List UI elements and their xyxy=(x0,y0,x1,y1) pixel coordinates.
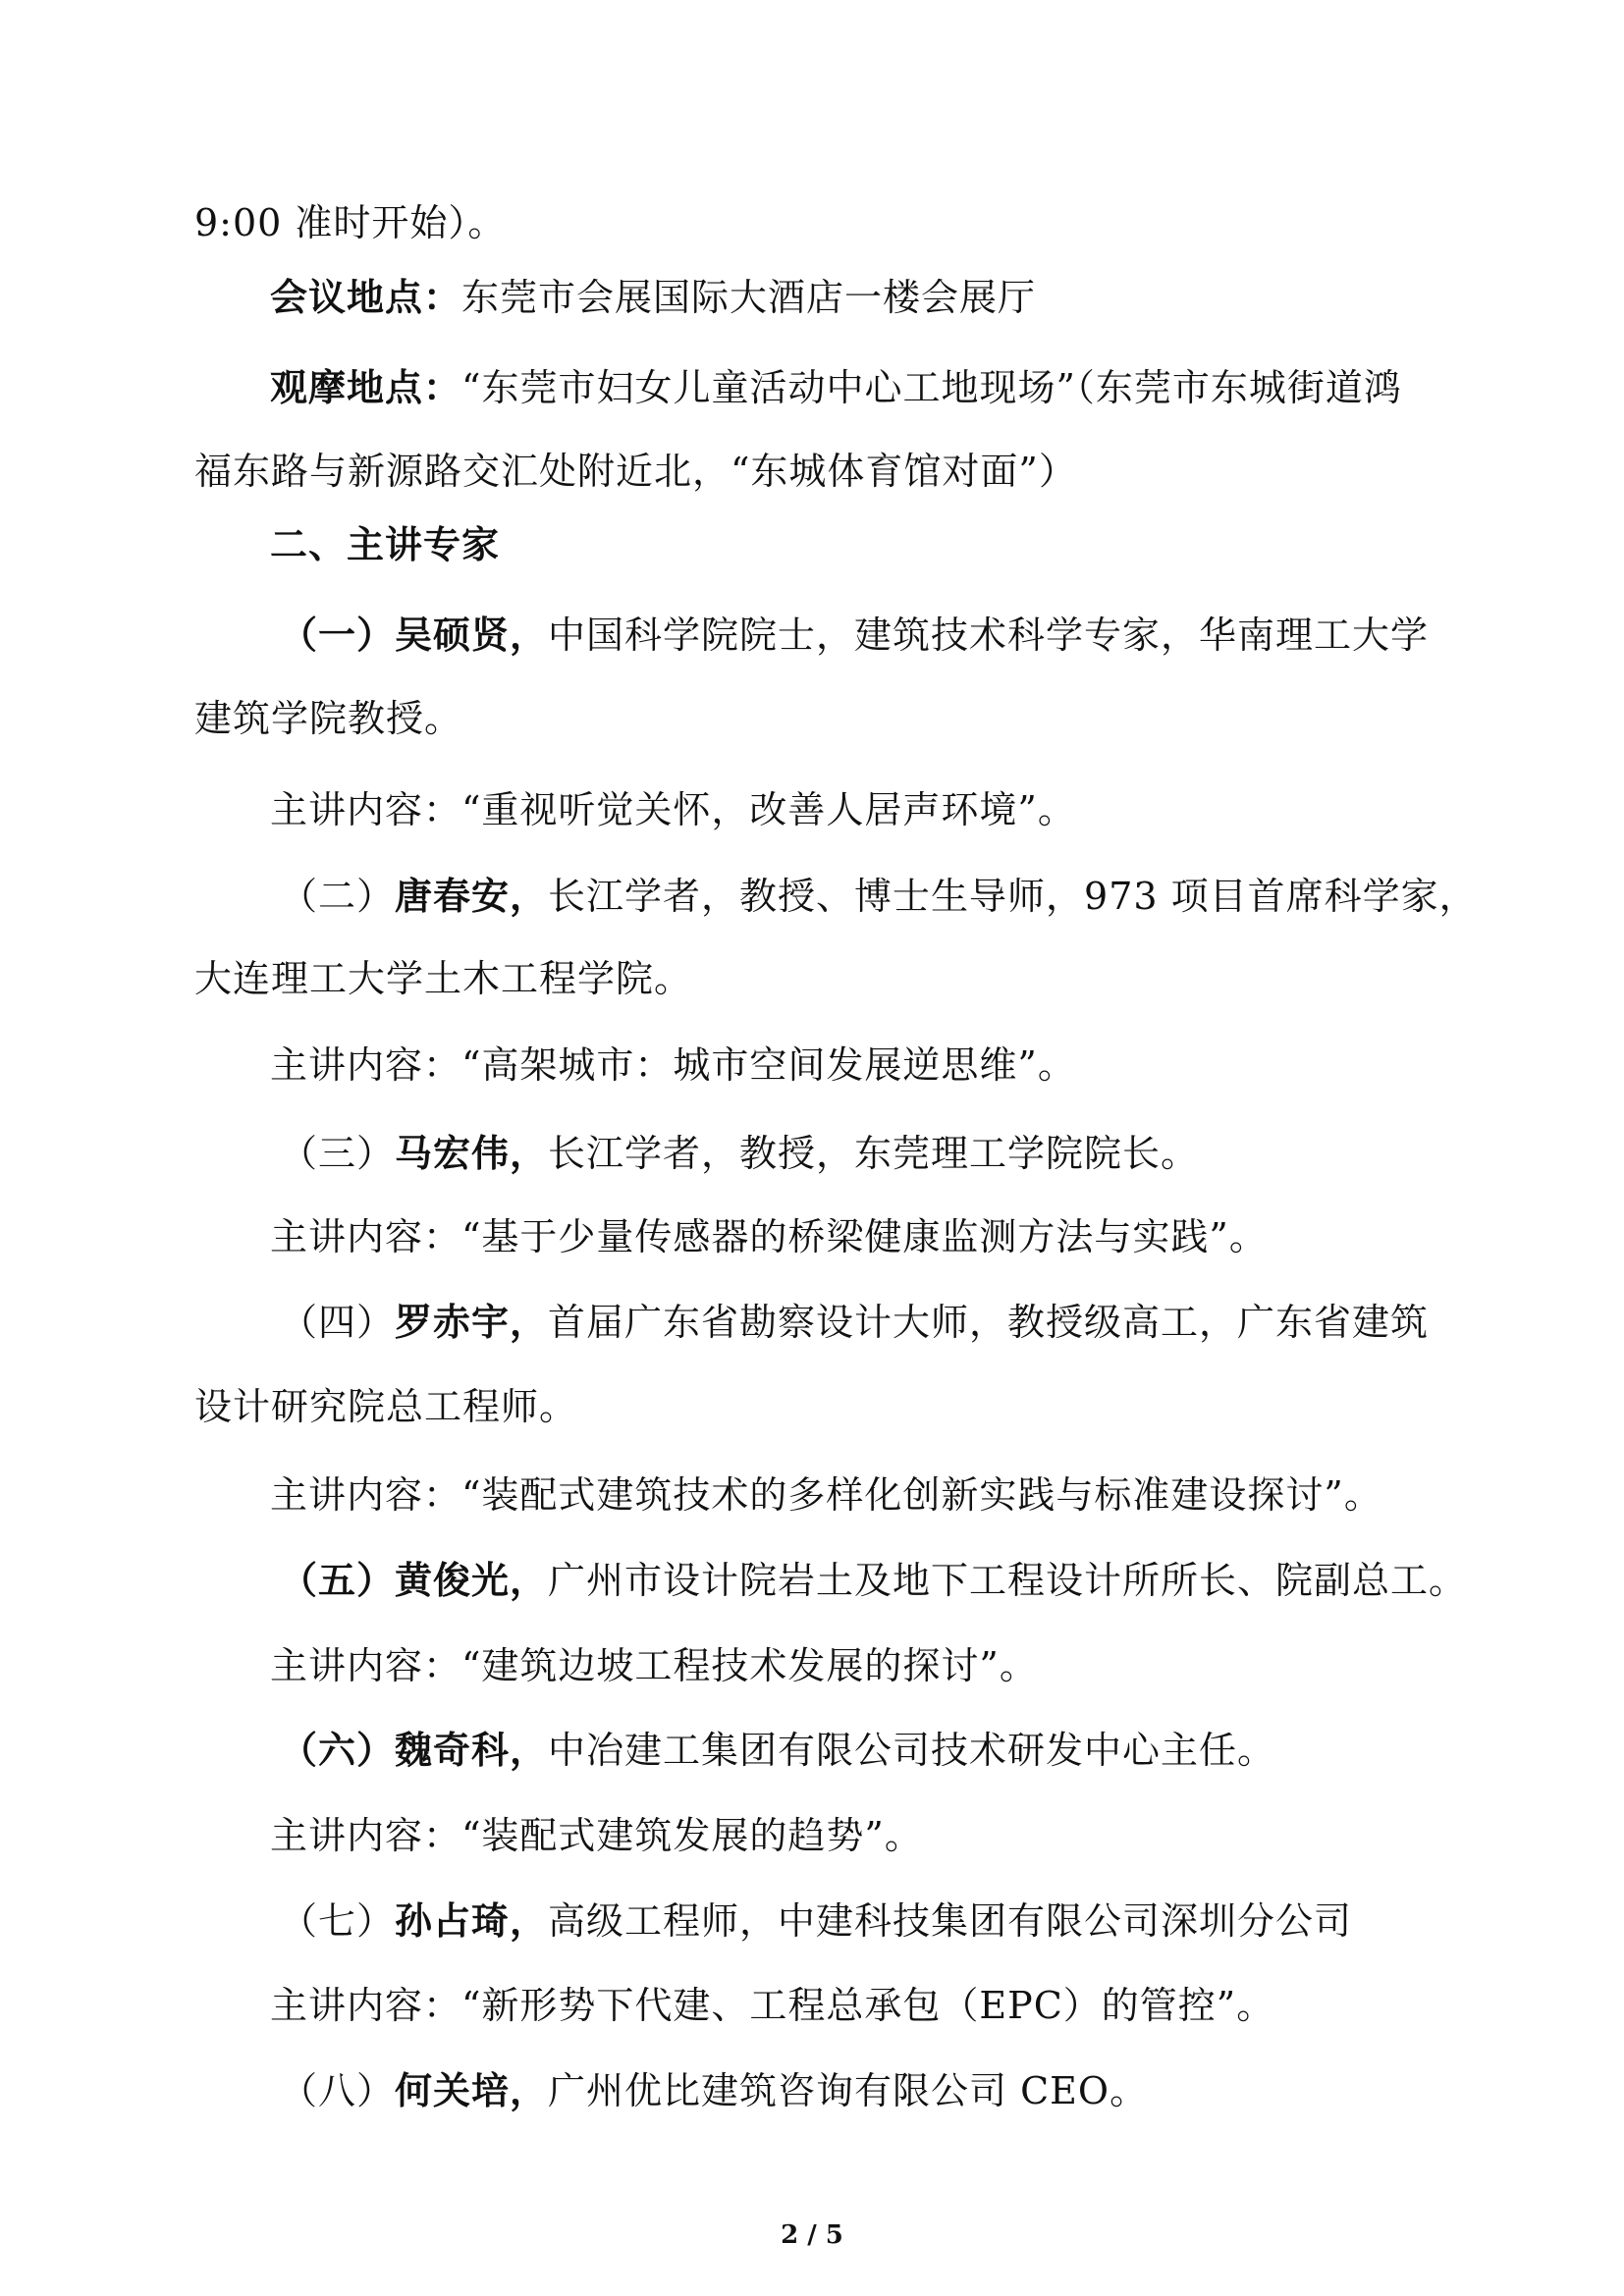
line-text: 福东路与新源路交汇处附近北，“东城体育馆对面”） xyxy=(194,450,1077,493)
meeting-venue-value: 东莞市会展国际大酒店一楼会展厅 xyxy=(461,276,1037,319)
lecture-topic-text: 主讲内容：“高架城市：城市空间发展逆思维”。 xyxy=(270,1043,1076,1087)
text-line xyxy=(194,1382,577,1431)
lecture-topic-text: 主讲内容：“新形势下代建、工程总承包（EPC）的管控”。 xyxy=(270,1984,1275,2027)
speaker-7-line xyxy=(280,1896,1352,1946)
observation-site-line xyxy=(270,363,1402,412)
text-line xyxy=(194,954,692,1003)
page-number: 2 / 5 xyxy=(781,2220,843,2250)
lecture-topic-7 xyxy=(270,1981,1274,2030)
lecture-topic-5 xyxy=(270,1641,1038,1690)
line-text: 9:00 准时开始）。 xyxy=(194,201,507,244)
line-text: 建筑学院教授。 xyxy=(194,697,463,740)
speaker-2-name: 唐春安， xyxy=(395,874,549,918)
speaker-1-label: （一）吴硕贤， xyxy=(280,613,549,657)
text-line xyxy=(194,198,506,247)
speaker-2-desc: 长江学者，教授、博士生导师，973 项目首席科学家， xyxy=(548,875,1478,918)
line-text: 大连理工大学土木工程学院。 xyxy=(194,957,693,1000)
speaker-4-number: （四） xyxy=(280,1301,396,1344)
section-heading xyxy=(270,520,500,569)
speaker-8-desc: 广州优比建筑咨询有限公司 CEO。 xyxy=(548,2069,1149,2112)
speaker-4-line xyxy=(280,1298,1429,1347)
speaker-7-name: 孙占琦， xyxy=(395,1898,549,1943)
lecture-topic-4 xyxy=(270,1470,1382,1520)
section-heading-text: 二、主讲专家 xyxy=(270,522,501,566)
lecture-topic-3 xyxy=(270,1212,1268,1261)
speaker-2-line xyxy=(280,872,1478,921)
speaker-6-desc: 中冶建工集团有限公司技术研发中心主任。 xyxy=(548,1729,1276,1772)
speaker-7-desc: 高级工程师，中建科技集团有限公司深圳分公司 xyxy=(548,1899,1353,1943)
speaker-2-number: （二） xyxy=(280,875,396,918)
speaker-4-desc: 首届广东省勘察设计大师，教授级高工，广东省建筑 xyxy=(548,1301,1430,1344)
lecture-topic-text: 主讲内容：“重视听觉关怀，改善人居声环境”。 xyxy=(270,788,1076,831)
speaker-6-label: （六）魏奇科， xyxy=(280,1728,549,1772)
lecture-topic-2 xyxy=(270,1041,1076,1090)
text-line xyxy=(194,447,1077,496)
lecture-topic-text: 主讲内容：“基于少量传感器的桥梁健康监测方法与实践”。 xyxy=(270,1215,1268,1258)
speaker-5-label: （五）黄俊光， xyxy=(280,1558,549,1602)
speaker-3-line xyxy=(280,1129,1199,1178)
speaker-3-name: 马宏伟， xyxy=(395,1131,549,1175)
lecture-topic-text: 主讲内容：“装配式建筑技术的多样化创新实践与标准建设探讨”。 xyxy=(270,1473,1382,1517)
lecture-topic-1 xyxy=(270,785,1076,834)
line-text: 设计研究院总工程师。 xyxy=(194,1385,578,1428)
observation-site-label: 观摩地点： xyxy=(270,365,462,409)
speaker-7-number: （七） xyxy=(280,1899,396,1943)
speaker-8-name: 何关培， xyxy=(395,2068,549,2112)
speaker-8-line xyxy=(280,2066,1148,2115)
speaker-6-line xyxy=(280,1726,1275,1775)
lecture-topic-text: 主讲内容：“建筑边坡工程技术发展的探讨”。 xyxy=(270,1644,1038,1687)
text-line xyxy=(194,694,462,743)
meeting-venue-line xyxy=(270,273,1036,322)
lecture-topic-text: 主讲内容：“装配式建筑发展的趋势”。 xyxy=(270,1814,923,1857)
speaker-5-line xyxy=(280,1556,1467,1605)
speaker-8-number: （八） xyxy=(280,2069,396,2112)
meeting-venue-label: 会议地点： xyxy=(270,275,462,319)
speaker-3-desc: 长江学者，教授，东莞理工学院院长。 xyxy=(548,1132,1200,1175)
speaker-4-name: 罗赤宇， xyxy=(395,1300,549,1344)
speaker-1-line xyxy=(280,611,1429,660)
lecture-topic-6 xyxy=(270,1811,923,1860)
speaker-1-desc: 中国科学院院士，建筑技术科学专家，华南理工大学 xyxy=(548,614,1430,657)
observation-site-value: “东莞市妇女儿童活动中心工地现场”（东莞市东城街道鸿 xyxy=(461,366,1402,409)
speaker-5-desc: 广州市设计院岩土及地下工程设计所所长、院副总工。 xyxy=(548,1559,1468,1602)
speaker-3-number: （三） xyxy=(280,1132,396,1175)
